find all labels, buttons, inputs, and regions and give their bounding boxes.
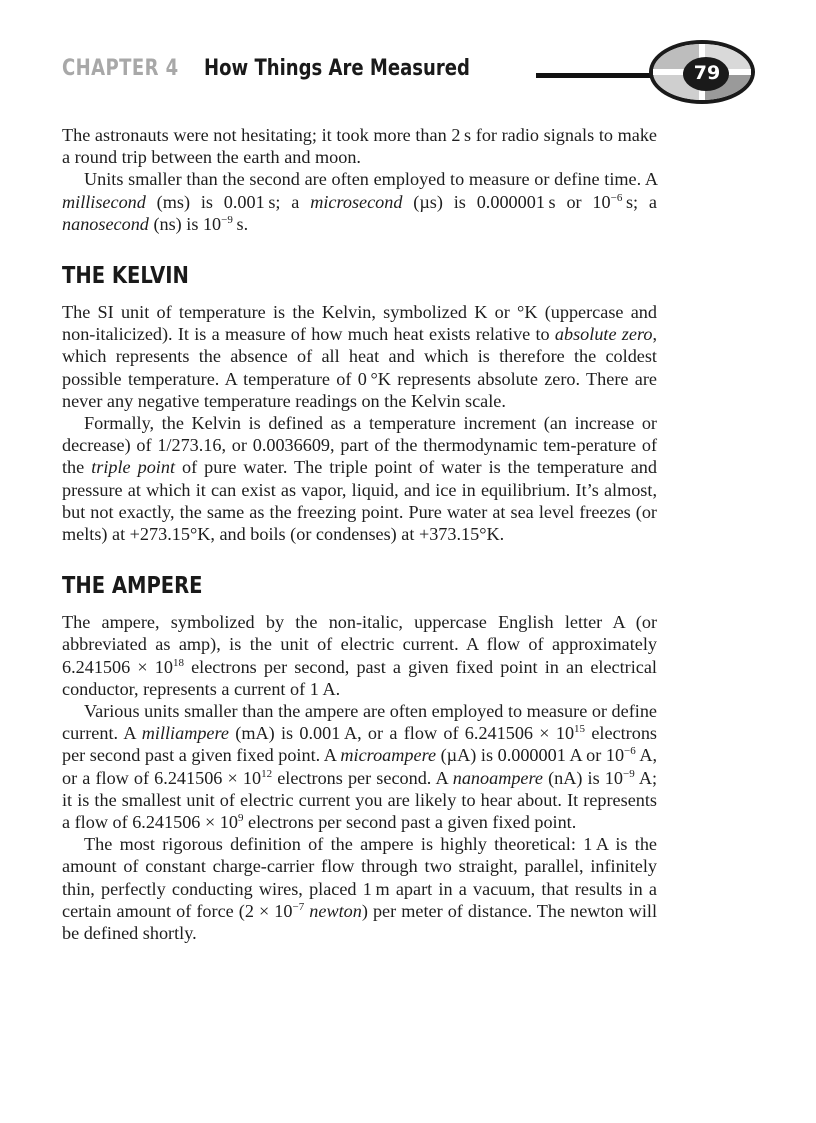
section-heading-kelvin: THE KELVIN	[62, 263, 189, 290]
ampere-paragraph-2: Various units smaller than the ampere are often employed to measure or define current. A milliampere (mA) is 0.001 A, or a flow of $6.241506 \times 10^{15}$ electrons per second past a given fixed point. A microampere (µA) is 0.000001 A or $10^{-6}$ A, or a flow of $6.241506 \times 10^{12}$ electrons per second. A nanoampere (nA) is $10^{-9}$ A; it is the smallest unit of electric current you are likely to hear about. It represents a flow of $6.241506 \times 10^9$ electrons per second past a given fixed point.	[62, 701, 658, 833]
kelvin-paragraph-1: The SI unit of temperature is the Kelvin, symbolized K or °K (uppercase and non-italicized). It is a measure of how much heat exists relative to absolute zero, which represents the absence of all heat and which is therefore the coldest possible temperature. A temperature of 0 °K represents absolute zero. There are never any negative temperature readings on the Kelvin scale.	[62, 302, 657, 411]
page-number: 79	[693, 62, 721, 84]
section-heading-ampere: THE AMPERE	[62, 573, 203, 600]
intro-paragraph-1: The astronauts were not hesitating; it took more than 2 s for radio signals to make a round trip between the earth and moon.	[62, 125, 657, 168]
ampere-paragraph-3: The most rigorous definition of the ampere is highly theoretical: 1 A is the amount of constant charge-carrier flow through two straight, parallel, infinitely thin, perfectly conducting wires, placed 1 m apart in a vacuum, that results in a certain amount of force ($2 \times 10^{-7}$ newton) per meter of distance. The newton will be defined shortly.	[62, 834, 658, 944]
kelvin-paragraph-2: Formally, the Kelvin is defined as a temperature increment (an increase or decrease) of 1/273.16, or 0.0036609, part of the thermodynamic tem-perature of the triple point of pure water. The triple point of water is the temperature and pressure at which it can exist as vapor, liquid, and ice in equilibrium. It’s almost, but not exactly, the same as the freezing point. Pure water at sea level freezes (or melts) at +273.15°K, and boils (or condenses) at +373.15°K.	[62, 413, 657, 545]
ampere-paragraph-1: The ampere, symbolized by the non-italic, uppercase English letter A (or abbreviated as amp), is the unit of electric current. A flow of approximately $6.241506 \times 10^{18}$ electrons per second, past a given fixed point in an electrical conductor, represents a current of 1 A.	[62, 612, 657, 699]
chapter-label: CHAPTER 4	[62, 56, 179, 81]
body-text	[62, 124, 657, 944]
intro-paragraph-2: Units smaller than the second are often employed to measure or define time. A millisecond (ms) is 0.001 s; a microsecond (µs) is 0.000001 s or $10^{-6}$ s; a nanosecond (ns) is $10^{-9}$ s.	[62, 169, 657, 234]
chapter-title: How Things Are Measured	[204, 56, 470, 81]
